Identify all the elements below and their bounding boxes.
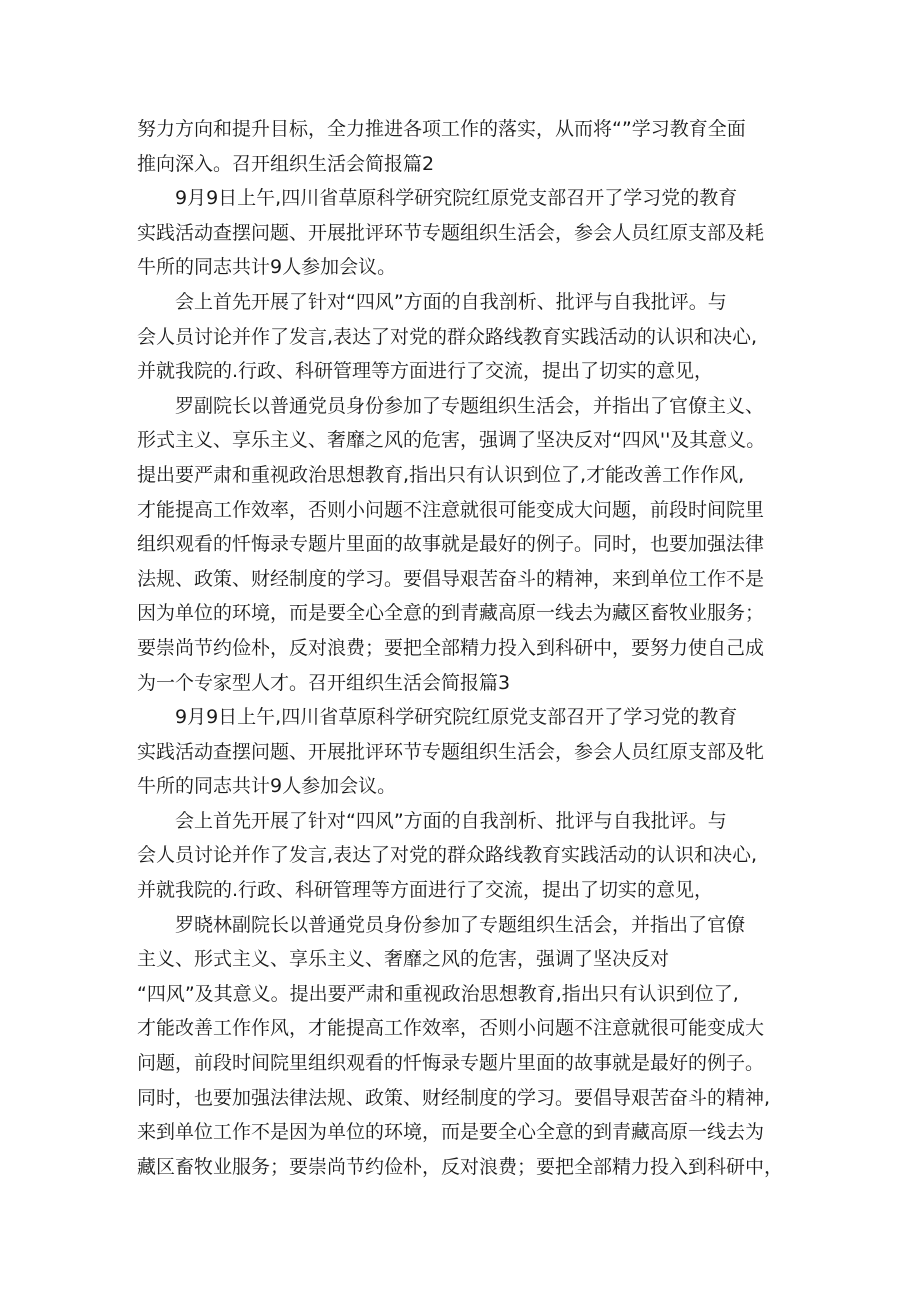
- paragraph-start-line: 罗副院长以普通党员身份参加了专题组织生活会，并指出了官僚主义、: [175, 394, 765, 417]
- text-line: 才能改善工作作风，才能提高工作效率，否则小问题不注意就很可能变成大: [137, 1017, 765, 1040]
- text-line: 牛所的同志共计9人参加会议。: [137, 775, 397, 798]
- text-line: 牛所的同志共计9人参加会议。: [137, 256, 397, 279]
- text-line: 来到单位工作不是因为单位的环境，而是要全心全意的到青藏高原一线去为: [137, 1121, 765, 1144]
- text-line: 推向深入。召开组织生活会简报篇2: [137, 152, 435, 175]
- text-line: 法规、政策、财经制度的学习。要倡导艰苦奋斗的精神，来到单位工作不是: [137, 567, 765, 590]
- text-line: 提出要严肃和重视政治思想教育,指出只有认识到位了,才能改善工作作风,: [137, 463, 745, 486]
- text-line: 问题，前段时间院里组织观看的忏悔录专题片里面的故事就是最好的例子。: [137, 1052, 765, 1075]
- text-line: 才能提高工作效率，否则小问题不注意就很可能变成大问题，前段时间院里: [137, 498, 765, 521]
- text-line: 并就我院的.行政、科研管理等方面进行了交流，提出了切实的意见，: [137, 360, 714, 383]
- text-line: 形式主义、享乐主义、奢靡之风的危害，强调了坚决反对“四风''及其意义。: [137, 429, 766, 452]
- text-line: 会人员讨论并作了发言,表达了对党的群众路线教育实践活动的认识和决心,: [137, 844, 758, 867]
- text-line: 主义、形式主义、享乐主义、奢靡之风的危害，强调了坚决反对: [137, 948, 670, 971]
- paragraph-start-line: 罗晓林副院长以普通党员身份参加了专题组织生活会，并指出了官僚: [175, 913, 746, 936]
- paragraph-start-line: 9月9日上午,四川省草原科学研究院红原党支部召开了学习党的教育: [175, 187, 738, 210]
- text-line: 藏区畜牧业服务；要崇尚节约俭朴，反对浪费；要把全部精力投入到科研中，: [137, 1155, 784, 1178]
- paragraph-start-line: 9月9日上午,四川省草原科学研究院红原党支部召开了学习党的教育: [175, 706, 738, 729]
- text-line: 会人员讨论并作了发言,表达了对党的群众路线教育实践活动的认识和决心,: [137, 325, 758, 348]
- text-line: 组织观看的忏悔录专题片里面的故事就是最好的例子。同时，也要加强法律: [137, 533, 765, 556]
- paragraph-start-line: 会上首先开展了针对“四风”方面的自我剖析、批评与自我批评。与: [175, 290, 727, 313]
- text-line: 同时，也要加强法律法规、政策、财经制度的学习。要倡导艰苦奋斗的精神,: [137, 1086, 771, 1109]
- text-line: 努力方向和提升目标，全力推进各项工作的落实，从而将“”学习教育全面: [137, 118, 746, 140]
- text-line: “四风”及其意义。提出要严肃和重视政治思想教育,指出只有认识到位了,: [137, 982, 739, 1005]
- body-text: [137, 112, 792, 1184]
- text-line: 要崇尚节约俭朴，反对浪费；要把全部精力投入到科研中，要努力使自己成: [137, 636, 765, 659]
- text-line: 因为单位的环境，而是要全心全意的到青藏高原一线去为藏区畜牧业服务；: [137, 602, 765, 625]
- text-line: 实践活动查摆问题、开展批评环节专题组织生活会，参会人员红原支部及耗: [137, 221, 765, 244]
- text-line: 实践活动查摆问题、开展批评环节专题组织生活会，参会人员红原支部及牝: [137, 740, 765, 763]
- text-line: 为一个专家型人才。召开组织生活会简报篇3: [137, 671, 511, 694]
- text-line: 并就我院的.行政、科研管理等方面进行了交流，提出了切实的意见，: [137, 879, 714, 902]
- paragraph-start-line: 会上首先开展了针对“四风”方面的自我剖析、批评与自我批评。与: [175, 809, 727, 832]
